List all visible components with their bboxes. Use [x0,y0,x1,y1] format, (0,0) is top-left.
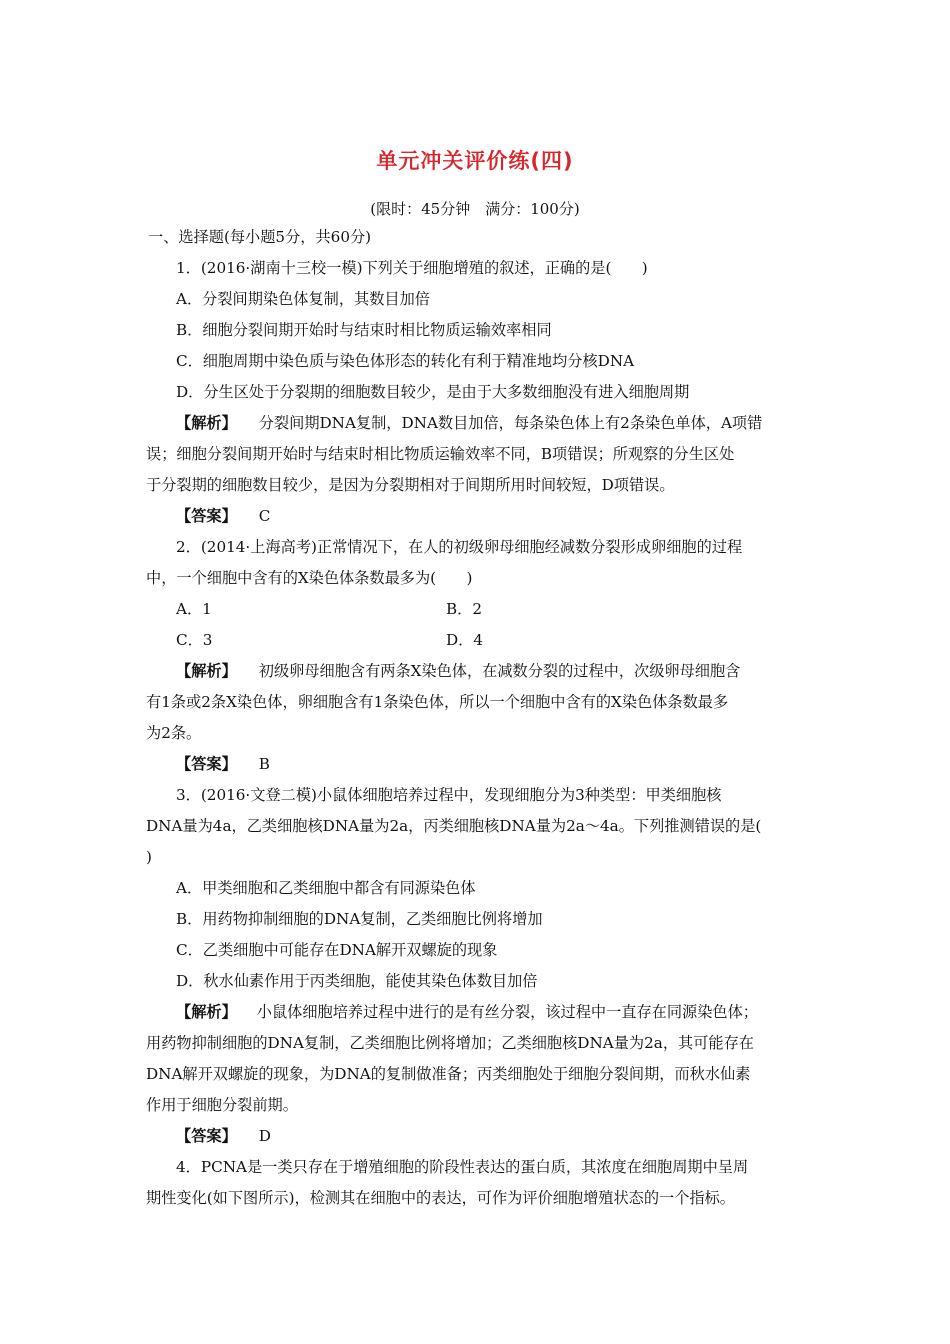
question-1-option-b: B．细胞分裂间期开始时与结束时相比物质运输效率相同 [176,321,552,339]
analysis-label: 【解析】 [176,1003,237,1021]
question-3-analysis-line [176,1002,758,1022]
question-4-stem: 4．PCNA是一类只存在于增殖细胞的阶段性表达的蛋白质，其浓度在细胞周期中呈周 [176,1158,749,1176]
question-2-analysis-line: 为2条。 [146,724,202,742]
answer-value: C [258,507,271,525]
question-2-analysis-line [176,661,740,681]
question-3-option-a: A．甲类细胞和乙类细胞中都含有同源染色体 [176,879,476,897]
question-1-option-a: A．分裂间期染色体复制，其数目加倍 [176,290,430,308]
answer-label: 【答案】 [176,1127,237,1145]
answer-label: 【答案】 [176,755,237,773]
question-2-option-a: A．1 [176,600,212,618]
question-1-option-c: C．细胞周期中染色质与染色体形态的转化有利于精准地均分核DNA [176,352,635,370]
analysis-text: 初级卵母细胞含有两条X染色体，在减数分裂的过程中，次级卵母细胞含 [258,662,741,680]
question-3-option-d: D．秋水仙素作用于丙类细胞，能使其染色体数目加倍 [176,972,538,990]
question-1-analysis-line: 于分裂期的细胞数目较少，是因为分裂期相对于间期所用时间较短，D项错误。 [146,476,675,494]
question-3-option-b: B．用药物抑制细胞的DNA复制，乙类细胞比例将增加 [176,910,543,928]
question-3-option-c: C．乙类细胞中可能存在DNA解开双螺旋的现象 [176,941,498,959]
question-3-stem: ) [146,848,152,866]
analysis-label: 【解析】 [176,662,237,680]
question-2-answer [176,754,270,774]
question-3-analysis-line: DNA解开双螺旋的现象，为DNA的复制做准备；丙类细胞处于细胞分裂间期，而秋水仙素 [146,1065,751,1083]
analysis-label: 【解析】 [176,414,237,432]
question-2-stem: 2．(2014·上海高考)正常情况下，在人的初级卵母细胞经减数分裂形成卵细胞的过程 [176,538,743,556]
question-1-option-d: D．分生区处于分裂期的细胞数目较少，是由于大多数细胞没有进入细胞周期 [176,383,690,401]
question-1-answer [176,506,270,526]
question-4-stem: 期性变化(如下图所示)，检测其在细胞中的表达，可作为评价细胞增殖状态的一个指标。 [146,1189,735,1207]
question-1-analysis-line [176,413,762,433]
question-3-stem: DNA量为4a，乙类细胞核DNA量为2a，丙类细胞核DNA量为2a～4a。下列推测错误的是( [146,817,762,835]
time-score-info: (限时：45分钟 满分：100分) [370,200,580,218]
question-3-analysis-line: 作用于细胞分裂前期。 [146,1096,298,1114]
question-2-option-d: D．4 [446,631,484,649]
answer-value: D [258,1127,271,1145]
question-3-analysis-line: 用药物抑制细胞的DNA复制，乙类细胞比例将增加；乙类细胞核DNA量为2a，其可能存在 [146,1034,754,1052]
analysis-text: 小鼠体细胞培养过程中进行的是有丝分裂，该过程中一直存在同源染色体； [256,1003,758,1021]
question-1-stem: 1．(2016·湖南十三校一模)下列关于细胞增殖的叙述，正确的是( ) [176,259,648,277]
answer-value: B [258,755,270,773]
question-3-stem: 3．(2016·文登二模)小鼠体细胞培养过程中，发现细胞分为3种类型：甲类细胞核 [176,786,722,804]
question-2-option-c: C．3 [176,631,213,649]
section-heading: 一、选择题(每小题5分，共60分) [148,228,372,246]
page-title: 单元冲关评价练(四) [376,149,574,173]
question-3-answer [176,1126,271,1146]
analysis-text: 分裂间期DNA复制，DNA数目加倍，每条染色体上有2条染色单体，A项错 [258,414,763,432]
question-2-analysis-line: 有1条或2条X染色体，卵细胞含有1条染色体，所以一个细胞中含有的X染色体条数最多 [146,693,729,711]
question-1-analysis-line: 误；细胞分裂间期开始时与结束时相比物质运输效率不同，B项错误；所观察的分生区处 [146,445,735,463]
question-2-stem: 中，一个细胞中含有的X染色体条数最多为( ) [146,569,473,587]
question-2-option-b: B．2 [446,600,483,618]
answer-label: 【答案】 [176,507,237,525]
